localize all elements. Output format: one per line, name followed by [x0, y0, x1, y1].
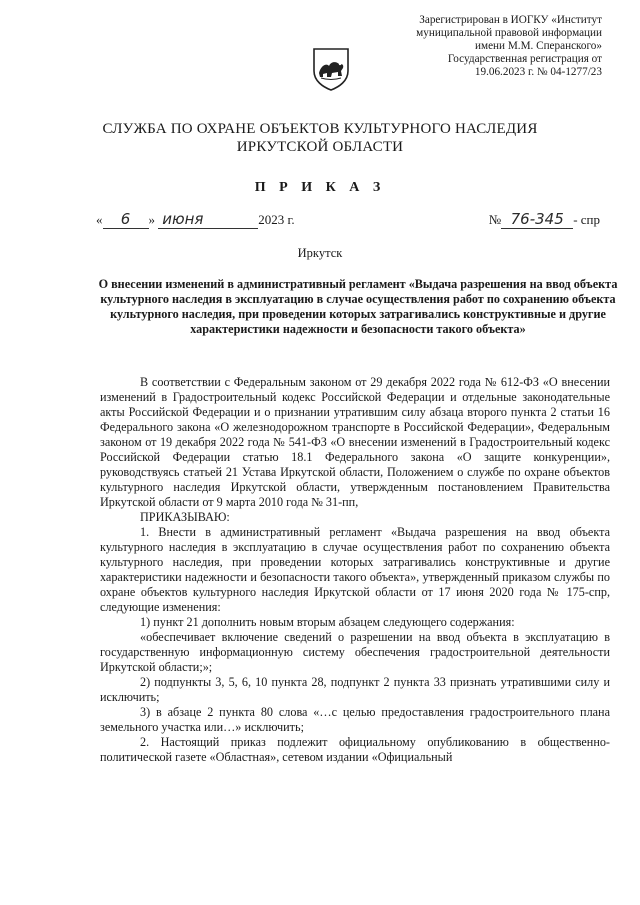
- order-number: [489, 210, 600, 229]
- date-month: июня: [158, 210, 258, 229]
- city: Иркутск: [297, 246, 343, 260]
- registration-line: 19.06.2023 г. № 04-1277/23: [474, 66, 602, 78]
- item-1-1-quote-paragraph: «обеспечивает включение сведений о разрешении на ввод объекта в эксплуатацию в государственную информационную систему обеспечения градостроительной деятельности Иркутской области;»;: [100, 630, 610, 674]
- item-1-paragraph: 1. Внести в административный регламент «Выдача разрешения на ввод объекта культурного наследия в эксплуатацию в случае осуществления работ по сохранению объекта культурного наследия, при проведении которых затрагивались конструктивные и другие характеристики надежности и безопасности такого объекта», утвержденный приказом службы по охране объектов культурного наследия Иркутской области от 17 июня 2020 года № 175-спр, следующие изменения:: [100, 525, 610, 614]
- date-day: 6: [103, 210, 149, 229]
- registration-line: Зарегистрирован в ИОГКУ «Институт: [419, 14, 602, 26]
- item-1-3-paragraph: 3) в абзаце 2 пункта 80 слова «…с целью предоставления градостроительного плана земельного участка или…» исключить;: [100, 705, 610, 734]
- command-word: ПРИКАЗЫВАЮ:: [140, 510, 230, 524]
- order-subject: О внесении изменений в административный регламент «Выдача разрешения на ввод объекта культурного наследия в эксплуатацию в случае осуществления работ по сохранению объекта культурного наследия, при проведении которых затрагивались конструктивные и другие характеристики надежности и безопасности такого объекта»: [98, 277, 618, 336]
- date-year: 2023 г.: [258, 212, 295, 227]
- item-1-2-paragraph: 2) подпункты 3, 5, 6, 10 пункта 28, подпункт 2 пункта 33 признать утратившими силу и исключить;: [100, 675, 610, 704]
- preamble-paragraph: В соответствии с Федеральным законом от 29 декабря 2022 года № 612-ФЗ «О внесении изменений в Градостроительный кодекс Российской Федерации и отдельные законодательные акты Российской Федерации и о признании утратившим силу абзаца второго пункта 2 статьи 16 Федерального закона «О железнодорожном транспорте в Российской Федерации», Федеральным законом от 19 декабря 2022 года № 541-ФЗ «О внесении изменений в Градостроительный кодекс Российской Федерации статью 18.1 Федерального закона «О защите конкуренции», руководствуясь статьей 21 Устава Иркутской области, Положением о службе по охране объектов культурного наследия Иркутской области, утвержденным постановлением Правительства Иркутской области от 9 марта 2010 года № 31-пп,: [100, 375, 610, 509]
- registration-line: имени М.М. Сперанского»: [475, 40, 602, 52]
- agency-line: ИРКУТСКОЙ ОБЛАСТИ: [236, 139, 404, 155]
- coat-of-arms-icon: [311, 47, 351, 91]
- number-value: 76-345: [501, 210, 573, 229]
- date-close-quote: »: [148, 212, 155, 227]
- registration-line: муниципальной правовой информации: [416, 27, 602, 39]
- number-suffix: - спр: [573, 212, 600, 227]
- item-1-1-paragraph: 1) пункт 21 дополнить новым вторым абзацем следующего содержания:: [140, 615, 515, 629]
- order-date: [96, 210, 295, 229]
- registration-stamp: [380, 14, 602, 79]
- item-2-paragraph: 2. Настоящий приказ подлежит официальному опубликованию в общественно-политической газете «Областная», сетевом издании «Официальный: [100, 735, 610, 764]
- agency-line: СЛУЖБА ПО ОХРАНЕ ОБЪЕКТОВ КУЛЬТУРНОГО НАСЛЕДИЯ: [102, 121, 538, 137]
- date-open-quote: «: [96, 212, 103, 227]
- order-body: [100, 375, 610, 765]
- number-prefix: №: [488, 212, 502, 227]
- agency-name: [60, 120, 580, 156]
- registration-line: Государственная регистрация от: [447, 53, 602, 65]
- order-title: П Р И К А З: [254, 180, 386, 195]
